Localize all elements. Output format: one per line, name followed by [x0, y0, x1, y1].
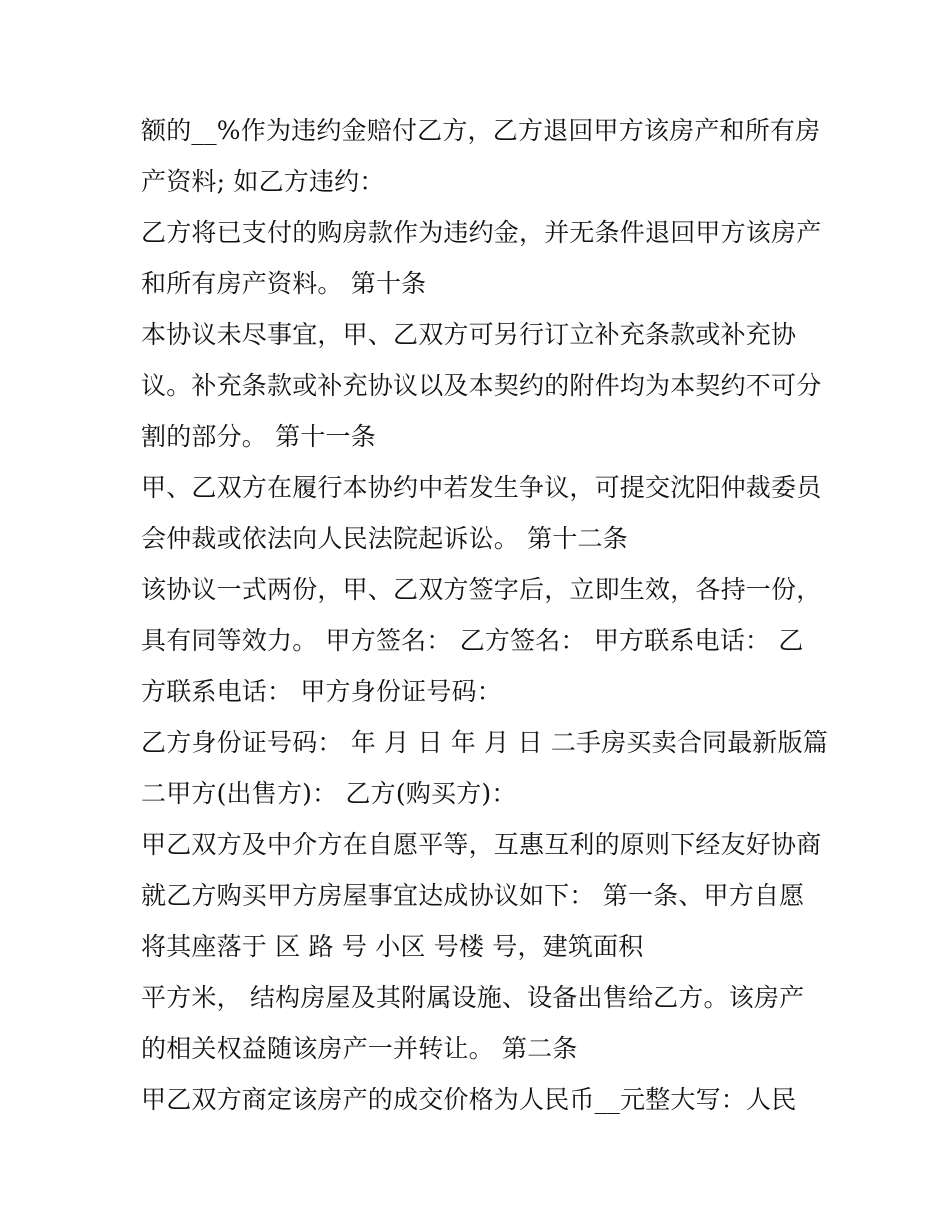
text-line: 二甲方(出售方)： 乙方(购买方)：	[141, 779, 517, 808]
text-line: 的相关权益随该房产一并转让。 第二条	[141, 1034, 578, 1063]
text-line: 平方米， 结构房屋及其附属设施、设备出售给乙方。该房产	[141, 983, 805, 1012]
text-line: 甲、乙双方在履行本协约中若发生争议，可提交沈阳仲裁委员	[141, 473, 822, 502]
text-line: 甲乙双方及中介方在自愿平等，互惠互利的原则下经友好协商	[141, 830, 822, 859]
text-line: 就乙方购买甲方房屋事宜达成协议如下： 第一条、甲方自愿	[141, 881, 805, 910]
document-body	[141, 105, 829, 1125]
text-line: 割的部分。 第十一条	[141, 422, 376, 451]
text-line: 方联系电话： 甲方身份证号码：	[141, 677, 502, 706]
text-line: 额的__%作为违约金赔付乙方，乙方退回甲方该房产和所有房	[141, 116, 821, 145]
text-line: 乙方身份证号码： 年 月 日 年 月 日 二手房买卖合同最新版篇	[141, 728, 829, 757]
text-line: 本协议未尽事宜，甲、乙双方可另行订立补充条款或补充协	[141, 320, 797, 349]
text-line: 会仲裁或依法向人民法院起诉讼。 第十二条	[141, 524, 628, 553]
text-line: 该协议一式两份，甲、乙双方签字后，立即生效，各持一份，	[141, 575, 822, 604]
text-line: 具有同等效力。 甲方签名： 乙方签名： 甲方联系电话： 乙	[141, 626, 804, 655]
text-line: 和所有房产资料。 第十条	[141, 269, 427, 298]
text-line: 议。补充条款或补充协议以及本契约的附件均为本契约不可分	[141, 371, 822, 400]
text-line: 产资料; 如乙方违约：	[141, 167, 385, 196]
text-line: 甲乙双方商定该房产的成交价格为人民币__元整大写：人民	[141, 1085, 797, 1114]
text-line: 将其座落于 区 路 号 小区 号楼 号，建筑面积	[141, 932, 644, 961]
text-line: 乙方将已支付的购房款作为违约金，并无条件退回甲方该房产	[141, 218, 822, 247]
